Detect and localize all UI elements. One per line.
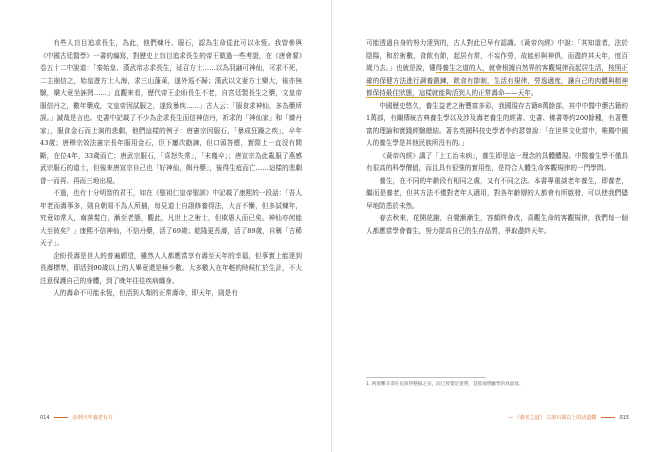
right-paragraph-1-end: 。 (530, 89, 538, 97)
folio-divider (601, 417, 615, 418)
left-page (0, 0, 331, 452)
right-page-body (366, 37, 628, 237)
right-running-title-chapter: 古壽百歲以上的活道觀 (546, 415, 597, 421)
right-page-footer (508, 414, 629, 422)
footnote: 1. 阿那難羊壽在長與得整倘之長，而已發覺足迷帶，是肢地帶屬學的真量效。 (366, 382, 524, 387)
right-paragraph-1-lead: 可能透過自身的努力達到的，古人對此已早有認識。《黃帝內經》中說：「其知道者，法於陰陽，和於術數，食飲有節，起居有常，不妄作勞，故能形與神俱，而盡終其天年，度百歲乃去。」也就是說，懂 (366, 39, 628, 72)
left-paragraph-1: 有些人盲目追求長生，為此，他們煉丹、服石，認為生命從此可以永恆。我曾參與《中國古廷醫學》一書的編寫，對歷史上盲目追求長生的帝王做過一些考證，在《唐會要》卷五十二中說道：「秦始皇、漢武帝志求長生，延召方士……以為羽翮可神仙，可求不死，二主崩信之，始皇遊方士入海，求三山蓬萊，遂外巡不歸；漢武以文妻方士欒大，後亦無驗，欒大竟坐誣罔……」直觀來看，歷代帝王企盼長生不老，自宮廷製長生之藥，文皇帝服信丹之，數年藥成，文皇帝因試服之，遂致暴疾……」古人云：「服食求神仙，多為藥所誤。」誠哉是言也。史書中記載了不少為企求長生而信神信丹，祈求的「神仙家」和「練丹家」，服食金石而上演的悲劇，他們這樣的例子：唐憲宗因服石，「暴成狂躁之疾」，卒年43歲；唐穆宗效法憲宗長年服用金石，臣下屢次勸諫，但口頭答應，實際上一直沒有間斷，在位4年，33歲而亡；唐武宗服石，「喜怒失常」，「未幾卒」；唐宣宗為此亂服了燕感武宗服石的道士，但後來唐宣宗自己也「好神仙，餌丹藥」，後得生疽而亡……這樣的悲劇曾一而再、再而三地出現。 (40, 39, 302, 185)
left-paragraph-4: 人的壽命不可能永恆，但活到人類的正常壽命，即天年，則是有 (53, 289, 238, 297)
right-page-number: 015 (619, 415, 629, 421)
left-running-title: 活到天年養老有方 (72, 415, 113, 421)
folio-divider (54, 417, 68, 418)
right-paragraph-5: 春去秋來，花開花謝，自覺漸漸生，容顏終會改，喜觀生命的客觀規律，我們每一個人都應當學會養生，努力提高自己的生存品質，爭取盡終天年。 (366, 214, 628, 235)
highlighted-passage: 得養生之道的人，就會根據自然界的客觀規律而起居生活，按照正確的保健方法進行調養鍛鍊，飲食有節制，生活有規律，勞逸適度，讓自己的肉體與精神都保持最佳狀態，這樣就能夠活到人的正常壽命——天年 (366, 64, 628, 97)
left-page-footer (40, 414, 113, 422)
right-page (332, 0, 663, 452)
right-paragraph-3: 《黃帝內經》講了「上工治未病」，養生即是這一理念的具體體現。中醫養生學不僅具有很高的科學價值，而且具有很強的實用性，是符合人體生命客觀規律的一門學問。 (366, 151, 628, 172)
left-page-number: 014 (40, 415, 50, 421)
left-paragraph-3: 企盼長壽是世人的普遍願望，雖然人人都應當享有壽至天年的幸福，但事實上能達到長壽標準，即活到90歲以上的人畢竟還是極少數。大多數人在年輕的時候忙於生計，不大注意保護自己的身體，到了晚年往往疾病纏身。 (40, 251, 302, 285)
right-paragraph-4: 養生，在不同的年齡段有相同之處，又有不同之法。本書專重談老年養生，即養老，繼而是養老，但其方法不僅對老年人適用，對各年齡層的人都會有所啟發，可以使我們儘早地防患於未然。 (366, 176, 628, 210)
right-paragraph-2: 中國歷史悠久，養生益老之術豐富多彩，我國現存古籍8萬餘部，其中中醫中藥古籍約1萬部，有關傳統古典養生學以及涉及壽老養生的經書、史書、佛書等約200餘種，有著豐富的理論和實踐經驗總結。著名英國科技史學者李約瑟曾說：「在世界文化當中，唯獨中國人的養生學是其他民族所沒有的。」 (366, 101, 628, 147)
footnote-divider (366, 377, 486, 378)
right-paragraph-1 (366, 37, 628, 100)
left-page-body (40, 37, 302, 300)
left-paragraph-2: 不過，也有十分明智的君王，如在《聖祖仁皇帝聖訓》中記載了康熙的一段話：「吾人年老而壽事多，則自朝易不為人所捕，每見道士自詡修養得法，大言不慚，但多試煉年，究竟如常人，齒落髮白，漸至老態，觀此，凡世上之術士，但欺愚人而已矣。神仙亦何能大至彼矣？」康熙不信神仙，不信丹藥，活了69歲；乾隆更長壽，活了89歲，自稱「古稀天子」。 (40, 189, 302, 247)
right-running-title-book: — 《養老之道》 (508, 415, 545, 421)
